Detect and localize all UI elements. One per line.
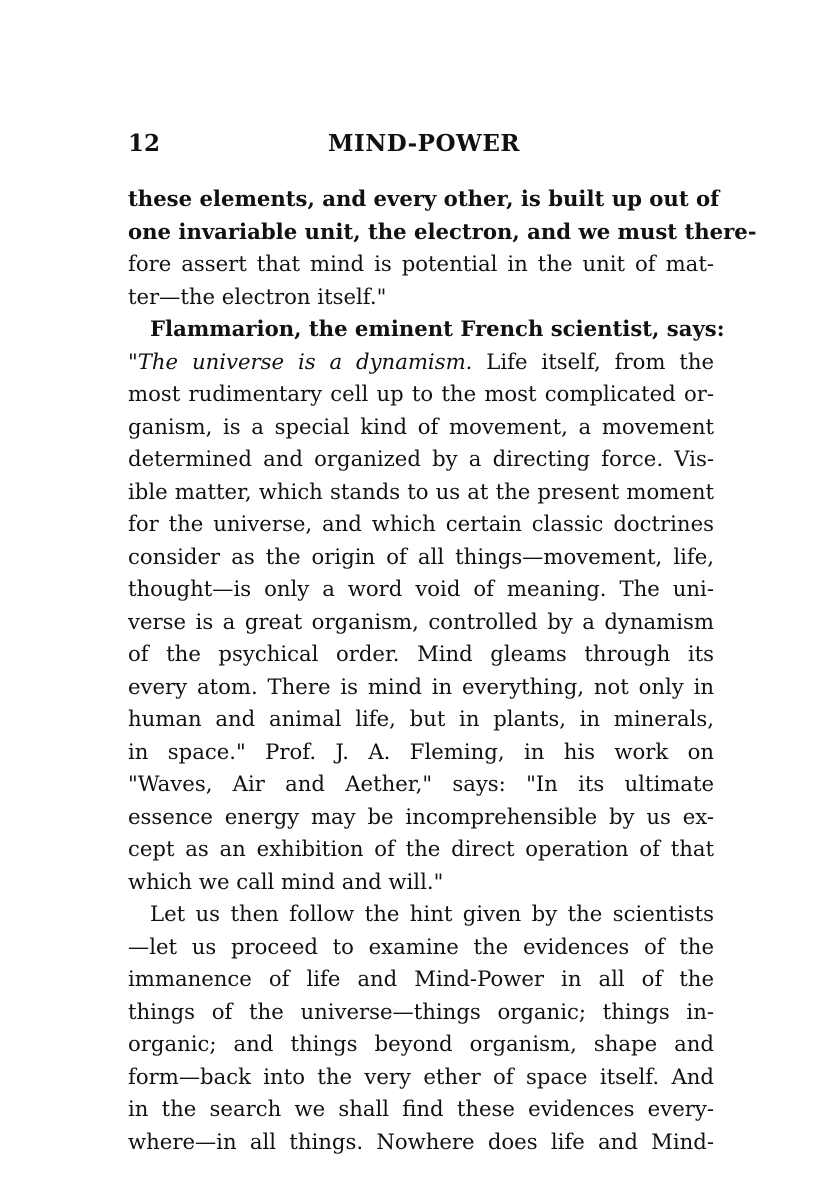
text-line: in space." Prof. J. A. Fleming, in his work on <box>128 738 714 764</box>
text-line: one invariable unit, the electron, and we must there- <box>128 218 757 244</box>
text-line: immanence of life and Mind-Power in all of the <box>128 966 714 991</box>
text-line: Flammarion, the eminent French scientist, says: <box>150 316 725 341</box>
text-line: Let us then follow the hint given by the scientists <box>150 901 714 926</box>
page-number: 12 <box>128 130 161 157</box>
text-line: most rudimentary cell up to the most complicated or- <box>128 381 714 406</box>
text-line: for the universe, and which certain classic doctrines <box>128 511 714 536</box>
text-line: thought—is only a word void of meaning. The uni- <box>128 576 714 601</box>
text-line: "Waves, Air and Aether," says: "In its ultimate <box>128 771 714 796</box>
text-line: of the psychical order. Mind gleams through its <box>128 641 714 666</box>
text-line: form—back into the very ether of space itself. And <box>128 1063 714 1089</box>
page-header <box>128 126 714 162</box>
body-text <box>128 183 757 1158</box>
text-line: ganism, is a special kind of movement, a movement <box>128 413 714 439</box>
text-line: essence energy may be incomprehensible by us ex- <box>128 803 714 829</box>
text-line: in the search we shall find these evidences every- <box>128 1096 714 1121</box>
text-line: organic; and things beyond organism, shape and <box>128 1031 714 1056</box>
text-line: every atom. There is mind in everything, not only in <box>128 673 714 699</box>
text-line: —let us proceed to examine the evidences of the <box>128 933 714 959</box>
text-line: cept as an exhibition of the direct operation of that <box>128 836 714 861</box>
text-line: these elements, and every other, is built up out of <box>128 186 720 211</box>
text-span: Life itself, from the <box>472 348 715 374</box>
italic-quote: "The universe is a dynamism. <box>128 348 473 374</box>
text-line: things of the universe—things organic; things in- <box>128 998 714 1024</box>
running-head: MIND-POWER <box>328 130 520 157</box>
text-line: ter—the electron itself." <box>128 283 387 309</box>
text-line: verse is a great organism, controlled by a dynamism <box>128 608 714 634</box>
text-line: consider as the origin of all things—movement, life, <box>128 543 714 569</box>
text-line <box>128 346 714 379</box>
text-line: where—in all things. Nowhere does life and Mind- <box>128 1128 714 1154</box>
text-line: which we call mind and will." <box>128 868 444 894</box>
text-line: determined and organized by a directing force. Vis- <box>128 446 714 471</box>
text-line: fore assert that mind is potential in the unit of mat- <box>128 251 714 276</box>
text-line: ible matter, which stands to us at the present moment <box>128 478 714 504</box>
text-line: human and animal life, but in plants, in minerals, <box>128 706 714 731</box>
